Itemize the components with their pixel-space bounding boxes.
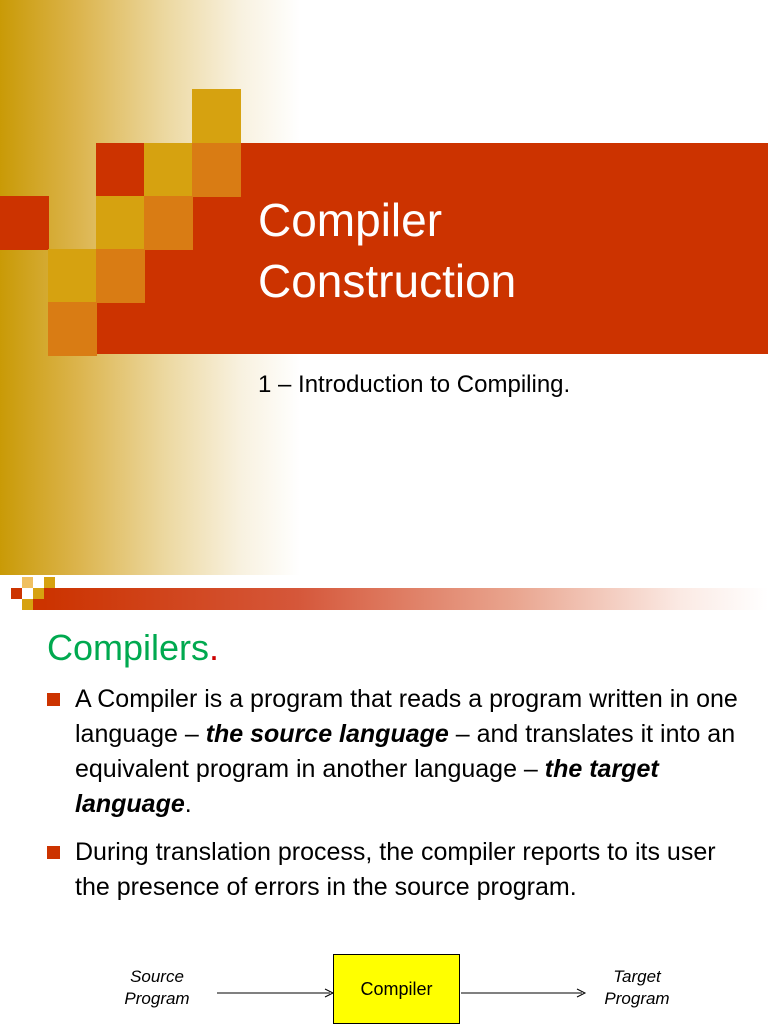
slide-subtitle: 1 – Introduction to Compiling. bbox=[258, 371, 571, 398]
deco-mini-square bbox=[11, 588, 22, 599]
source-program-line: Program bbox=[124, 989, 190, 1008]
deco-mini-square bbox=[33, 588, 44, 599]
deco-square bbox=[48, 302, 97, 356]
target-program-label bbox=[587, 966, 687, 1010]
slide-heading-text: Compilers bbox=[47, 627, 210, 668]
emphasis-source-language: the source language bbox=[205, 720, 449, 748]
deco-square bbox=[48, 249, 97, 303]
deco-square bbox=[144, 196, 193, 250]
bullet-text: A Compiler is a program that reads a program written in one language – bbox=[75, 685, 738, 748]
slide-title-line: Compiler bbox=[258, 194, 443, 246]
arrow-right-icon bbox=[217, 989, 333, 997]
deco-mini-square bbox=[22, 599, 33, 610]
bullet-item bbox=[75, 682, 755, 822]
bullet-item bbox=[75, 835, 755, 905]
emphasis-target-language: the target language bbox=[75, 755, 659, 818]
source-program-line: Source bbox=[130, 967, 184, 986]
target-program-line: Target bbox=[613, 967, 661, 986]
arrow-right-icon bbox=[461, 989, 585, 997]
compiler-box: Compiler bbox=[333, 954, 460, 1024]
deco-mini-square bbox=[44, 577, 55, 588]
slide-title bbox=[258, 190, 516, 312]
deco-square bbox=[96, 249, 145, 303]
bullet-text: During translation process, the compiler reports to its user the presence of errors in the source program. bbox=[75, 838, 716, 901]
bullet-text: . bbox=[184, 790, 192, 818]
bullet-square-icon bbox=[47, 846, 60, 859]
deco-mini-square bbox=[22, 577, 33, 588]
target-program-line: Program bbox=[604, 989, 670, 1008]
bullet-square-icon bbox=[47, 693, 60, 706]
deco-square bbox=[192, 89, 241, 143]
content-slide bbox=[0, 575, 768, 1024]
compiler-diagram bbox=[0, 940, 768, 1024]
deco-square bbox=[96, 196, 145, 250]
bullet-text: – and translates it into an equivalent program in another language – bbox=[75, 720, 736, 783]
slide-heading-dot: . bbox=[209, 627, 220, 668]
slide-title-line: Construction bbox=[258, 255, 517, 307]
header-bar bbox=[44, 588, 768, 610]
deco-square bbox=[144, 143, 193, 197]
slide-heading bbox=[47, 626, 219, 670]
deco-mini-square bbox=[33, 599, 44, 610]
deco-square bbox=[0, 196, 49, 250]
deco-square bbox=[192, 143, 241, 197]
